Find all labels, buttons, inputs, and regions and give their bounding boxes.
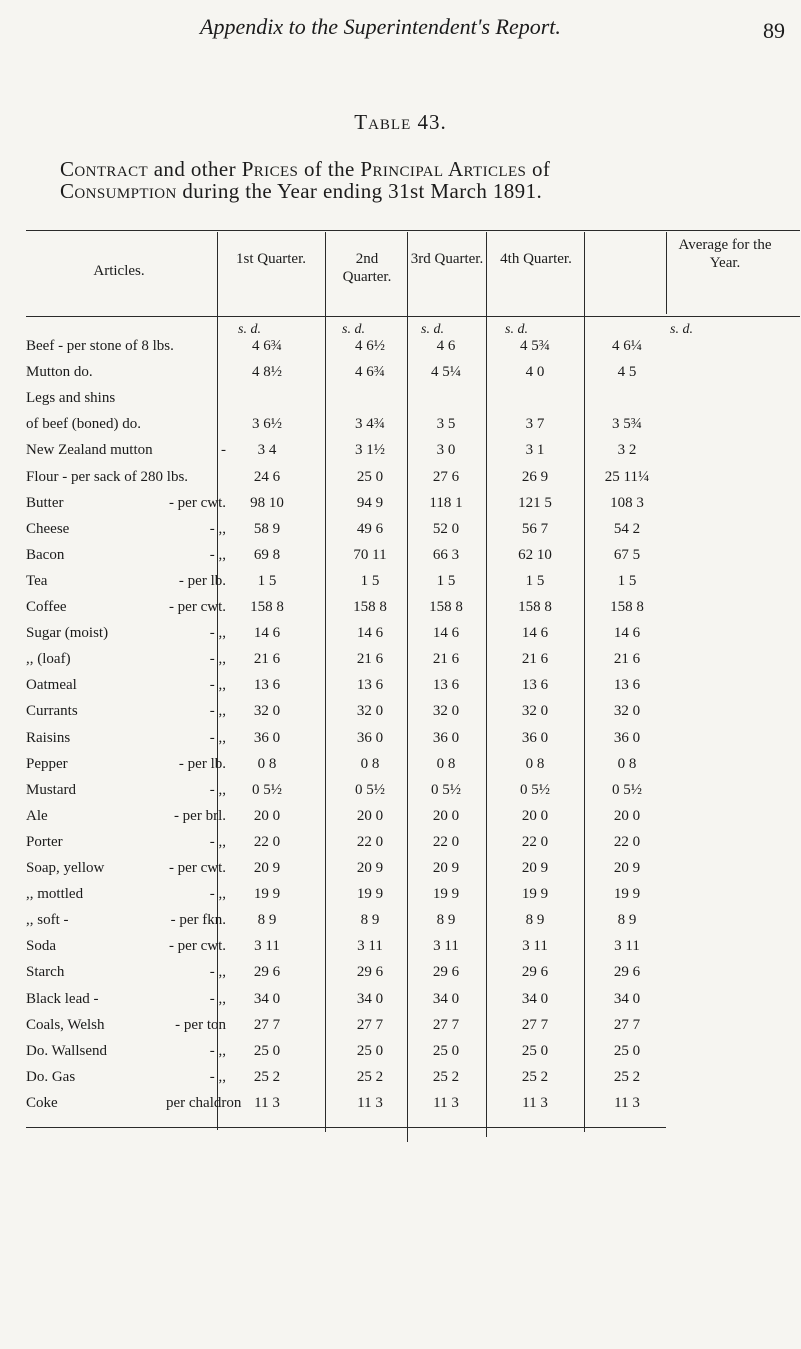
price-cell-q3: 27 7 xyxy=(432,1016,460,1033)
price-cell-q2: 20 0 xyxy=(356,807,384,824)
price-cell-q2: 32 0 xyxy=(356,703,384,720)
table-row xyxy=(0,495,801,523)
unit-label-q4: s. d. xyxy=(505,322,528,337)
price-cell-q1: 3 4 xyxy=(257,442,277,459)
price-cell-avg: 36 0 xyxy=(613,729,641,746)
price-cell-q3: 4 6 xyxy=(436,338,456,354)
article-name: of beef (boned) do. xyxy=(26,416,141,433)
table-row xyxy=(0,782,801,810)
price-cell-avg: 21 6 xyxy=(613,651,641,668)
price-cell-q4: 29 6 xyxy=(521,964,549,981)
price-cell-q1: 4 8½ xyxy=(252,364,282,381)
price-cell-q4: 4 5¾ xyxy=(520,338,550,354)
price-cell-q1: 22 0 xyxy=(253,833,281,850)
price-cell-q3: 52 0 xyxy=(432,520,460,537)
price-cell-q4: 158 8 xyxy=(518,599,552,615)
unit-label-q1: s. d. xyxy=(238,322,261,337)
price-cell-q4: 62 10 xyxy=(518,546,552,563)
price-cell-q3: 29 6 xyxy=(432,964,460,981)
table-title: Table 43. xyxy=(354,110,447,134)
price-cell-q2: 1 5 xyxy=(360,572,380,589)
price-cell-q1: 32 0 xyxy=(253,703,281,720)
table-row xyxy=(0,808,801,836)
price-cell-q1: 158 8 xyxy=(250,599,284,615)
price-cell-q1: 3 11 xyxy=(254,938,280,955)
price-cell-q4: 0 5½ xyxy=(520,781,550,798)
caption-part: Consumption xyxy=(60,179,177,203)
article-unit: - ,, xyxy=(209,677,226,694)
price-cell-q2: 158 8 xyxy=(353,599,387,615)
price-cell-avg: 29 6 xyxy=(613,964,641,981)
price-cell-avg: 0 5½ xyxy=(612,781,642,798)
article-unit: - per cwt. xyxy=(168,938,226,955)
price-cell-q4: 4 0 xyxy=(525,364,545,381)
article-unit: - ,, xyxy=(209,1068,226,1085)
table-row xyxy=(0,469,801,497)
article-name: Currants xyxy=(26,703,78,720)
caption-part: and other xyxy=(153,157,237,181)
price-cell-q1: 11 3 xyxy=(254,1094,280,1111)
article-unit: - per lb. xyxy=(178,755,226,772)
price-cell-q2: 94 9 xyxy=(356,494,384,511)
col-header-q3: 3rd Quarter. xyxy=(410,251,484,267)
price-cell-q4: 21 6 xyxy=(521,651,549,668)
price-cell-q2: 13 6 xyxy=(356,677,384,694)
price-cell-q1: 25 0 xyxy=(253,1042,281,1059)
price-cell-q4: 11 3 xyxy=(522,1094,548,1111)
price-cell-avg: 22 0 xyxy=(613,833,641,850)
article-unit: - ,, xyxy=(209,990,226,1007)
table-row xyxy=(0,1017,801,1045)
caption-part: of the xyxy=(303,157,355,181)
article-name: Mustard xyxy=(26,781,76,798)
article-name: Porter xyxy=(26,833,63,850)
article-name: Butter xyxy=(26,494,64,511)
running-head: Appendix to the Superintendent's Report. xyxy=(200,14,561,39)
price-cell-avg: 32 0 xyxy=(613,703,641,720)
table-row xyxy=(0,364,801,392)
price-cell-avg: 0 8 xyxy=(617,755,637,772)
page-header xyxy=(0,14,801,52)
price-cell-q4: 3 1 xyxy=(525,442,545,459)
price-cell-avg: 19 9 xyxy=(613,886,641,903)
price-cell-q3: 3 0 xyxy=(436,442,456,459)
price-cell-q3: 19 9 xyxy=(432,886,460,903)
price-cell-q3: 1 5 xyxy=(436,572,456,589)
price-cell-avg: 3 11 xyxy=(614,938,640,955)
price-cell-q2: 25 0 xyxy=(356,1042,384,1059)
price-cell-q3: 0 8 xyxy=(436,755,456,772)
price-cell-q2: 20 9 xyxy=(356,860,384,876)
price-cell-avg: 25 0 xyxy=(613,1042,641,1059)
price-cell-q3: 4 5¼ xyxy=(431,364,461,381)
article-name: New Zealand mutton xyxy=(26,442,153,459)
table-top-rule xyxy=(26,230,800,231)
article-unit: - per brl. xyxy=(173,807,226,824)
price-cell-avg: 67 5 xyxy=(613,546,641,563)
table-row xyxy=(0,390,801,418)
article-unit: - per cwt. xyxy=(168,494,226,511)
price-cell-q1: 36 0 xyxy=(253,729,281,746)
price-cell-q3: 158 8 xyxy=(429,599,463,615)
price-cell-q1: 4 6¾ xyxy=(252,338,282,354)
table-row xyxy=(0,703,801,731)
price-cell-q2: 36 0 xyxy=(356,729,384,746)
article-name: Do. Wallsend xyxy=(26,1042,108,1059)
table-row xyxy=(0,521,801,549)
article-name: Do. Gas xyxy=(26,1068,76,1085)
table-row xyxy=(0,938,801,966)
price-cell-q2: 8 9 xyxy=(360,912,380,929)
price-cell-q3: 14 6 xyxy=(432,625,460,642)
table-caption xyxy=(60,158,760,202)
price-cell-avg: 8 9 xyxy=(617,912,637,929)
price-cell-q3: 36 0 xyxy=(432,729,460,746)
article-name: Raisins xyxy=(26,729,71,746)
article-name: Ale xyxy=(26,807,48,824)
article-name: Beef - per stone of 8 lbs. xyxy=(26,338,174,354)
article-name: Pepper xyxy=(26,755,68,772)
price-cell-q2: 25 0 xyxy=(356,468,384,485)
unit-label-avg: s. d. xyxy=(670,322,693,337)
price-cell-avg: 54 2 xyxy=(613,520,641,537)
price-cell-q3: 8 9 xyxy=(436,912,456,929)
price-cell-q4: 27 7 xyxy=(521,1016,549,1033)
price-cell-q1: 1 5 xyxy=(257,572,277,589)
table-row xyxy=(0,573,801,601)
col-header-articles: Articles. xyxy=(93,263,145,279)
price-cell-q4: 3 11 xyxy=(522,938,548,955)
caption-part: Contract xyxy=(60,157,149,181)
price-cell-q4: 25 0 xyxy=(521,1042,549,1059)
table-row xyxy=(0,677,801,705)
price-cell-avg: 1 5 xyxy=(617,572,637,589)
article-unit: - per cwt. xyxy=(168,599,226,615)
table-bottom-rule xyxy=(26,1127,666,1128)
price-cell-q3: 118 1 xyxy=(429,494,463,511)
table-row xyxy=(0,651,801,679)
price-cell-avg: 20 9 xyxy=(613,860,641,876)
article-unit: per chaldron xyxy=(166,1094,242,1111)
price-cell-q3: 20 9 xyxy=(432,860,460,876)
article-name: Starch xyxy=(26,964,65,981)
price-cell-avg: 11 3 xyxy=(614,1094,640,1111)
price-cell-q3: 27 6 xyxy=(432,468,460,485)
price-cell-avg: 4 5 xyxy=(617,364,637,381)
page-number: 89 xyxy=(763,18,785,43)
price-cell-q2: 29 6 xyxy=(356,964,384,981)
table-row xyxy=(0,886,801,914)
article-unit: - ,, xyxy=(209,703,226,720)
price-cell-avg: 158 8 xyxy=(610,599,644,615)
article-name: ,, soft - xyxy=(26,912,69,929)
article-unit: - ,, xyxy=(209,833,226,850)
price-cell-q1: 13 6 xyxy=(253,677,281,694)
article-name: ,, mottled xyxy=(26,886,84,903)
price-cell-q1: 20 9 xyxy=(253,860,281,876)
table-row xyxy=(0,991,801,1019)
article-name: Sugar (moist) xyxy=(26,625,109,642)
price-cell-q4: 19 9 xyxy=(521,886,549,903)
article-unit: - ,, xyxy=(209,625,226,642)
price-cell-q2: 11 3 xyxy=(357,1094,383,1111)
price-cell-q4: 3 7 xyxy=(525,416,545,433)
price-cell-avg: 4 6¼ xyxy=(612,338,642,354)
article-name: Coals, Welsh xyxy=(26,1016,105,1033)
caption-part: of xyxy=(531,157,551,181)
price-cell-q4: 1 5 xyxy=(525,572,545,589)
price-cell-avg: 3 2 xyxy=(617,442,637,459)
unit-label-q3: s. d. xyxy=(421,322,444,337)
table-row xyxy=(0,338,801,366)
price-cell-q3: 22 0 xyxy=(432,833,460,850)
price-cell-q1: 3 6½ xyxy=(252,416,282,433)
price-cell-avg: 20 0 xyxy=(613,807,641,824)
price-cell-q3: 25 2 xyxy=(432,1068,460,1085)
table-row xyxy=(0,625,801,653)
table-row xyxy=(0,1069,801,1097)
price-cell-q2: 4 6¾ xyxy=(355,364,385,381)
table-row xyxy=(0,599,801,627)
price-cell-q1: 98 10 xyxy=(250,494,284,511)
price-cell-q4: 26 9 xyxy=(521,468,549,485)
price-cell-avg: 25 2 xyxy=(613,1068,641,1085)
price-cell-q4: 8 9 xyxy=(525,912,545,929)
article-unit: - per ton xyxy=(175,1016,226,1033)
price-cell-q4: 0 8 xyxy=(525,755,545,772)
article-name: Black lead - xyxy=(26,990,99,1007)
price-cell-q1: 69 8 xyxy=(253,546,281,563)
price-cell-q3: 3 5 xyxy=(436,416,456,433)
article-unit: - ,, xyxy=(209,781,226,798)
column-divider xyxy=(666,232,667,314)
price-cell-q2: 0 8 xyxy=(360,755,380,772)
price-cell-q3: 20 0 xyxy=(432,807,460,824)
table-row xyxy=(0,1043,801,1071)
table-row xyxy=(0,964,801,992)
article-unit: - ,, xyxy=(209,1042,226,1059)
price-cell-q2: 27 7 xyxy=(356,1016,384,1033)
caption-part: Prices xyxy=(241,157,299,181)
price-cell-q3: 32 0 xyxy=(432,703,460,720)
article-name: Flour - per sack of 280 lbs. xyxy=(26,468,189,485)
price-cell-q2: 19 9 xyxy=(356,886,384,903)
table-row xyxy=(0,912,801,940)
price-cell-q3: 13 6 xyxy=(432,677,460,694)
price-cell-q2: 70 11 xyxy=(353,546,387,563)
price-cell-avg: 25 11¼ xyxy=(604,468,650,485)
table-row xyxy=(0,547,801,575)
article-unit: - ,, xyxy=(209,520,226,537)
price-cell-q3: 3 11 xyxy=(433,938,459,955)
article-name: Bacon xyxy=(26,546,65,563)
price-cell-q1: 0 8 xyxy=(257,755,277,772)
price-cell-avg: 14 6 xyxy=(613,625,641,642)
price-cell-avg: 13 6 xyxy=(613,677,641,694)
price-cell-q3: 25 0 xyxy=(432,1042,460,1059)
price-cell-q2: 3 11 xyxy=(357,938,383,955)
unit-label-q2: s. d. xyxy=(342,322,365,337)
article-name: Mutton do. xyxy=(26,364,93,381)
price-cell-q1: 24 6 xyxy=(253,468,281,485)
col-header-average: Average for the Year. xyxy=(678,237,772,271)
price-cell-q1: 27 7 xyxy=(253,1016,281,1033)
article-name: Soap, yellow xyxy=(26,860,105,876)
article-unit: - ,, xyxy=(209,546,226,563)
price-cell-q2: 34 0 xyxy=(356,990,384,1007)
article-unit: - ,, xyxy=(209,651,226,668)
price-cell-q1: 29 6 xyxy=(253,964,281,981)
article-name: ,, (loaf) xyxy=(26,651,71,668)
article-unit: - ,, xyxy=(209,729,226,746)
caption-part: during the Year ending 31st March 1891. xyxy=(182,179,543,203)
price-cell-q1: 0 5½ xyxy=(252,781,282,798)
price-cell-q4: 14 6 xyxy=(521,625,549,642)
price-cell-q1: 34 0 xyxy=(253,990,281,1007)
price-cell-q3: 0 5½ xyxy=(431,781,461,798)
table-row xyxy=(0,730,801,758)
price-cell-q1: 19 9 xyxy=(253,886,281,903)
price-cell-q4: 22 0 xyxy=(521,833,549,850)
price-cell-q2: 0 5½ xyxy=(355,781,385,798)
price-cell-q2: 49 6 xyxy=(356,520,384,537)
price-cell-q1: 58 9 xyxy=(253,520,281,537)
price-cell-q2: 22 0 xyxy=(356,833,384,850)
price-cell-q2: 3 4¾ xyxy=(355,416,385,433)
col-header-q2: 2nd Quarter. xyxy=(342,251,392,285)
price-cell-q4: 20 0 xyxy=(521,807,549,824)
table-row xyxy=(0,834,801,862)
price-cell-avg: 108 3 xyxy=(610,494,644,511)
article-name: Legs and shins xyxy=(26,390,116,407)
article-name: Tea xyxy=(26,572,48,589)
table-row xyxy=(0,1095,801,1123)
price-cell-q4: 13 6 xyxy=(521,677,549,694)
price-cell-q1: 8 9 xyxy=(257,912,277,929)
price-cell-q3: 34 0 xyxy=(432,990,460,1007)
price-cell-q4: 32 0 xyxy=(521,703,549,720)
price-cell-q2: 25 2 xyxy=(356,1068,384,1085)
price-cell-q2: 4 6½ xyxy=(355,338,385,354)
price-cell-q2: 3 1½ xyxy=(355,442,385,459)
table-row xyxy=(0,756,801,784)
price-cell-q2: 21 6 xyxy=(356,651,384,668)
price-cell-q4: 34 0 xyxy=(521,990,549,1007)
table-row xyxy=(0,442,801,470)
price-cell-q4: 36 0 xyxy=(521,729,549,746)
article-unit: - per cwt. xyxy=(168,860,226,876)
price-cell-q1: 21 6 xyxy=(253,651,281,668)
price-cell-q4: 20 9 xyxy=(521,860,549,876)
price-cell-q1: 14 6 xyxy=(253,625,281,642)
article-unit: - per lb. xyxy=(178,572,226,589)
price-cell-avg: 34 0 xyxy=(613,990,641,1007)
caption-part: Principal Articles xyxy=(360,157,527,181)
table-row xyxy=(0,860,801,888)
price-cell-q3: 21 6 xyxy=(432,651,460,668)
col-header-q1: 1st Quarter. xyxy=(236,251,306,267)
price-cell-avg: 27 7 xyxy=(613,1016,641,1033)
price-cell-q3: 11 3 xyxy=(433,1094,459,1111)
col-header-q4: 4th Quarter. xyxy=(500,251,572,267)
table-row xyxy=(0,416,801,444)
header-rule xyxy=(26,316,800,317)
article-name: Coke xyxy=(26,1094,58,1111)
price-cell-q3: 66 3 xyxy=(432,546,460,563)
price-cell-q1: 25 2 xyxy=(253,1068,281,1085)
article-name: Soda xyxy=(26,938,56,955)
price-cell-q4: 25 2 xyxy=(521,1068,549,1085)
price-cell-q4: 121 5 xyxy=(518,494,552,511)
article-name: Cheese xyxy=(26,520,70,537)
article-unit: - ,, xyxy=(209,964,226,981)
price-cell-q1: 20 0 xyxy=(253,807,281,824)
article-unit: - per fkn. xyxy=(170,912,226,929)
price-cell-q2: 14 6 xyxy=(356,625,384,642)
article-name: Oatmeal xyxy=(26,677,77,694)
article-unit: - ,, xyxy=(209,886,226,903)
price-cell-q4: 56 7 xyxy=(521,520,549,537)
article-name: Coffee xyxy=(26,599,67,615)
price-cell-avg: 3 5¾ xyxy=(612,416,642,433)
article-unit: - xyxy=(221,442,226,459)
